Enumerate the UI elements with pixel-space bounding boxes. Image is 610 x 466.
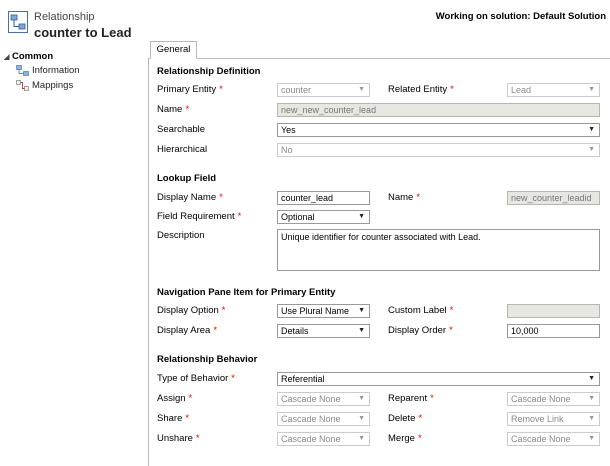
chevron-down-icon: ▼ xyxy=(358,213,365,220)
merge-select[interactable]: Cascade None ▼ xyxy=(507,432,600,446)
solution-label: Working on solution: Default Solution xyxy=(435,11,606,22)
custom-label-label: Custom Label * xyxy=(388,305,454,316)
schema-name-field[interactable]: new_new_counter_lead xyxy=(277,103,600,117)
share-label: Share * xyxy=(157,413,190,424)
tab-general[interactable]: General xyxy=(150,41,197,59)
section-heading-navigation-pane: Navigation Pane Item for Primary Entity xyxy=(157,287,336,298)
searchable-select[interactable]: Yes ▼ xyxy=(277,123,600,137)
chevron-down-icon: ▼ xyxy=(358,327,365,334)
chevron-down-icon: ▼ xyxy=(588,126,595,133)
nav-item-label: Information xyxy=(32,65,80,76)
required-marker: * xyxy=(185,104,190,115)
chevron-down-icon: ▼ xyxy=(588,395,595,402)
display-name-input[interactable]: counter_lead xyxy=(277,191,370,205)
reparent-select[interactable]: Cascade None ▼ xyxy=(507,392,600,406)
section-heading-relationship-definition: Relationship Definition xyxy=(157,66,261,77)
chevron-down-icon: ▼ xyxy=(588,435,595,442)
required-marker: * xyxy=(430,393,434,404)
chevron-down-icon: ▼ xyxy=(358,395,365,402)
nav-item-label: Mappings xyxy=(32,80,74,91)
delete-label: Delete * xyxy=(388,413,423,424)
field-requirement-select[interactable]: Optional ▼ xyxy=(277,210,370,224)
description-textarea[interactable]: Unique identifier for counter associated with Lead. xyxy=(277,229,600,271)
delete-select[interactable]: Remove Link ▼ xyxy=(507,412,600,426)
nav-group-label: Common xyxy=(12,51,54,62)
display-area-label: Display Area * xyxy=(157,325,218,336)
section-heading-relationship-behavior: Relationship Behavior xyxy=(157,354,258,365)
nav-item-information[interactable] xyxy=(16,65,80,76)
required-marker: * xyxy=(219,84,223,95)
required-marker: * xyxy=(450,84,454,95)
chevron-down-icon: ▼ xyxy=(588,415,595,422)
hierarchical-label: Hierarchical xyxy=(157,144,208,155)
chevron-down-icon: ▼ xyxy=(588,146,595,153)
required-marker: * xyxy=(418,413,423,424)
type-of-behavior-select[interactable]: Referential ▼ xyxy=(277,372,600,386)
searchable-label: Searchable xyxy=(157,124,206,135)
mappings-icon xyxy=(16,80,29,91)
nav-item-mappings[interactable] xyxy=(16,80,73,91)
required-marker: * xyxy=(416,192,421,203)
display-order-label: Display Order * xyxy=(388,325,453,336)
primary-entity-select[interactable]: counter ▼ xyxy=(277,83,370,97)
required-marker: * xyxy=(417,433,422,444)
chevron-down-icon: ▼ xyxy=(358,415,365,422)
unshare-select[interactable]: Cascade None ▼ xyxy=(277,432,370,446)
related-entity-label: Related Entity * xyxy=(388,84,454,95)
relationship-icon xyxy=(8,11,28,33)
nav-group-common[interactable] xyxy=(4,51,53,62)
section-heading-lookup-field: Lookup Field xyxy=(157,173,217,184)
display-name-label: Display Name * xyxy=(157,192,223,203)
type-of-behavior-label: Type of Behavior * xyxy=(157,373,235,384)
collapse-triangle-icon: ◢ xyxy=(4,54,10,61)
merge-label: Merge * xyxy=(388,433,422,444)
required-marker: * xyxy=(195,433,200,444)
lookup-name-field[interactable]: new_counter_leadid xyxy=(507,191,600,205)
description-label: Description xyxy=(157,230,205,241)
custom-label-input[interactable] xyxy=(507,304,600,318)
required-marker: * xyxy=(449,325,453,336)
related-entity-select[interactable]: Lead ▼ xyxy=(507,83,600,97)
display-order-input[interactable]: 10,000 xyxy=(507,324,600,338)
field-requirement-label: Field Requirement * xyxy=(157,211,242,222)
reparent-label: Reparent * xyxy=(388,393,434,404)
unshare-label: Unshare * xyxy=(157,433,200,444)
chevron-down-icon: ▼ xyxy=(358,435,365,442)
chevron-down-icon: ▼ xyxy=(358,307,365,314)
chevron-down-icon: ▼ xyxy=(588,375,595,382)
page-subtitle: Relationship xyxy=(34,11,95,23)
display-area-select[interactable]: Details ▼ xyxy=(277,324,370,338)
display-option-label: Display Option * xyxy=(157,305,226,316)
assign-select[interactable]: Cascade None ▼ xyxy=(277,392,370,406)
name-label: Name * xyxy=(157,104,190,115)
assign-label: Assign * xyxy=(157,393,193,404)
required-marker: * xyxy=(185,413,190,424)
required-marker: * xyxy=(213,325,218,336)
page-title: counter to Lead xyxy=(34,25,132,40)
display-option-select[interactable]: Use Plural Name ▼ xyxy=(277,304,370,318)
required-marker: * xyxy=(231,373,235,384)
chevron-down-icon: ▼ xyxy=(588,86,595,93)
chevron-down-icon: ▼ xyxy=(358,86,365,93)
required-marker: * xyxy=(221,305,226,316)
required-marker: * xyxy=(237,211,242,222)
required-marker: * xyxy=(449,305,454,316)
required-marker: * xyxy=(188,393,193,404)
share-select[interactable]: Cascade None ▼ xyxy=(277,412,370,426)
information-icon xyxy=(16,65,29,76)
required-marker: * xyxy=(219,192,223,203)
primary-entity-label: Primary Entity * xyxy=(157,84,223,95)
lookup-name-label: Name * xyxy=(388,192,421,203)
hierarchical-select[interactable]: No ▼ xyxy=(277,143,600,157)
